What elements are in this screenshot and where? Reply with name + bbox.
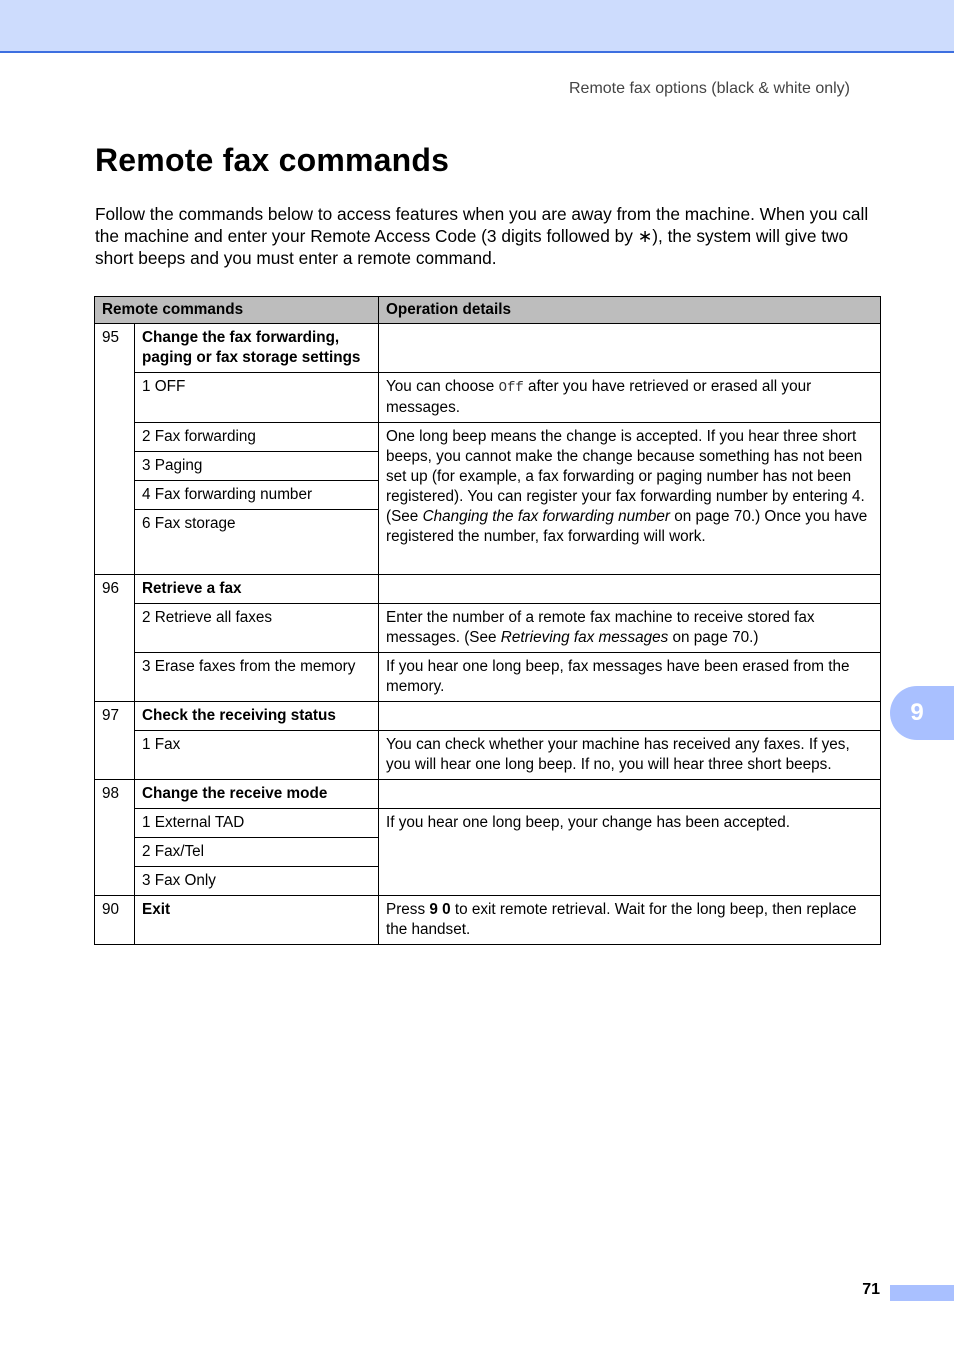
table-row (95, 702, 881, 731)
detail-cell (379, 604, 881, 653)
option-label: 6 Fax storage (135, 510, 379, 575)
command-number: 96 (95, 575, 135, 702)
option-label: 2 Fax/Tel (135, 838, 379, 867)
header-operation-details: Operation details (379, 297, 881, 324)
cross-reference: Retrieving fax messages (500, 629, 669, 646)
detail-text: after you have retrieved or erased all your messages. (386, 378, 812, 416)
star-symbol: ∗ (637, 226, 653, 246)
detail-text: You can choose (386, 378, 499, 395)
table-row (95, 896, 881, 945)
detail-cell (379, 575, 881, 604)
option-label: 1 OFF (135, 373, 379, 423)
table-row (95, 604, 881, 653)
command-number: 98 (95, 780, 135, 896)
option-label: 1 External TAD (135, 809, 379, 838)
command-number: 90 (95, 896, 135, 945)
table-header-row (95, 297, 881, 324)
page-number: 71 (862, 1281, 880, 1298)
detail-text: on page 70.) (668, 629, 759, 646)
header-remote-commands: Remote commands (95, 297, 379, 324)
command-title: Retrieve a fax (135, 575, 379, 604)
command-title: Exit (135, 896, 379, 945)
detail-cell: You can check whether your machine has received any faxes. If yes, you will hear one long beep. If no, you will hear three short beeps. (379, 731, 881, 780)
chapter-tab: 9 (890, 686, 954, 740)
command-title: Change the receive mode (135, 780, 379, 809)
table-row (95, 575, 881, 604)
footer-bar (890, 1285, 954, 1301)
page-title: Remote fax commands (95, 142, 450, 178)
command-title: Change the fax forwarding, paging or fax storage settings (135, 324, 379, 373)
cross-reference: Changing the fax forwarding number (422, 508, 671, 525)
option-label: 4 Fax forwarding number (135, 481, 379, 510)
detail-cell (379, 780, 881, 809)
option-label: 3 Fax Only (135, 867, 379, 896)
detail-cell (379, 702, 881, 731)
option-label: 2 Retrieve all faxes (135, 604, 379, 653)
detail-cell (379, 423, 881, 575)
option-label: 2 Fax forwarding (135, 423, 379, 452)
command-number: 95 (95, 324, 135, 575)
intro-paragraph (95, 203, 885, 269)
detail-text: to exit remote retrieval. Wait for the long beep, then replace the handset. (386, 901, 857, 938)
intro-text-1: Follow the commands below to access features when you are away from the machine. When you call the machine and enter your Remote Access Code (3 digits followed by (95, 204, 869, 246)
header-band (0, 0, 954, 53)
table-row (95, 731, 881, 780)
detail-text: One long beep means the change is accepted. If you hear three short beeps, you cannot make the change because something has not been set up (for example, a fax forwarding or paging number has not been registered). You can register your fax forwarding number by entering 4. (See (386, 428, 865, 525)
table-row (95, 423, 881, 452)
key-sequence: 9 0 (429, 901, 451, 918)
detail-cell: If you hear one long beep, your change has been accepted. (379, 809, 881, 896)
option-label: 3 Erase faxes from the memory (135, 653, 379, 702)
option-label: 1 Fax (135, 731, 379, 780)
table-row (95, 373, 881, 423)
detail-cell (379, 373, 881, 423)
command-title: Check the receiving status (135, 702, 379, 731)
table-row (95, 809, 881, 838)
detail-cell (379, 896, 881, 945)
off-code: Off (498, 380, 524, 396)
table-row (95, 780, 881, 809)
remote-commands-table (94, 296, 881, 945)
running-header: Remote fax options (black & white only) (568, 80, 850, 97)
detail-text: on page 70.) Once you have registered the number, fax forwarding will work. (386, 508, 868, 545)
detail-cell (379, 324, 881, 373)
intro-text-2: ), the system will give two short beeps and you must enter a remote command. (95, 226, 849, 268)
command-number: 97 (95, 702, 135, 780)
table-row (95, 324, 881, 373)
option-label: 3 Paging (135, 452, 379, 481)
detail-text: Enter the number of a remote fax machine to receive stored fax messages. (See (386, 609, 815, 646)
detail-text: Press (386, 901, 430, 918)
detail-cell: If you hear one long beep, fax messages have been erased from the memory. (379, 653, 881, 702)
table-row (95, 653, 881, 702)
